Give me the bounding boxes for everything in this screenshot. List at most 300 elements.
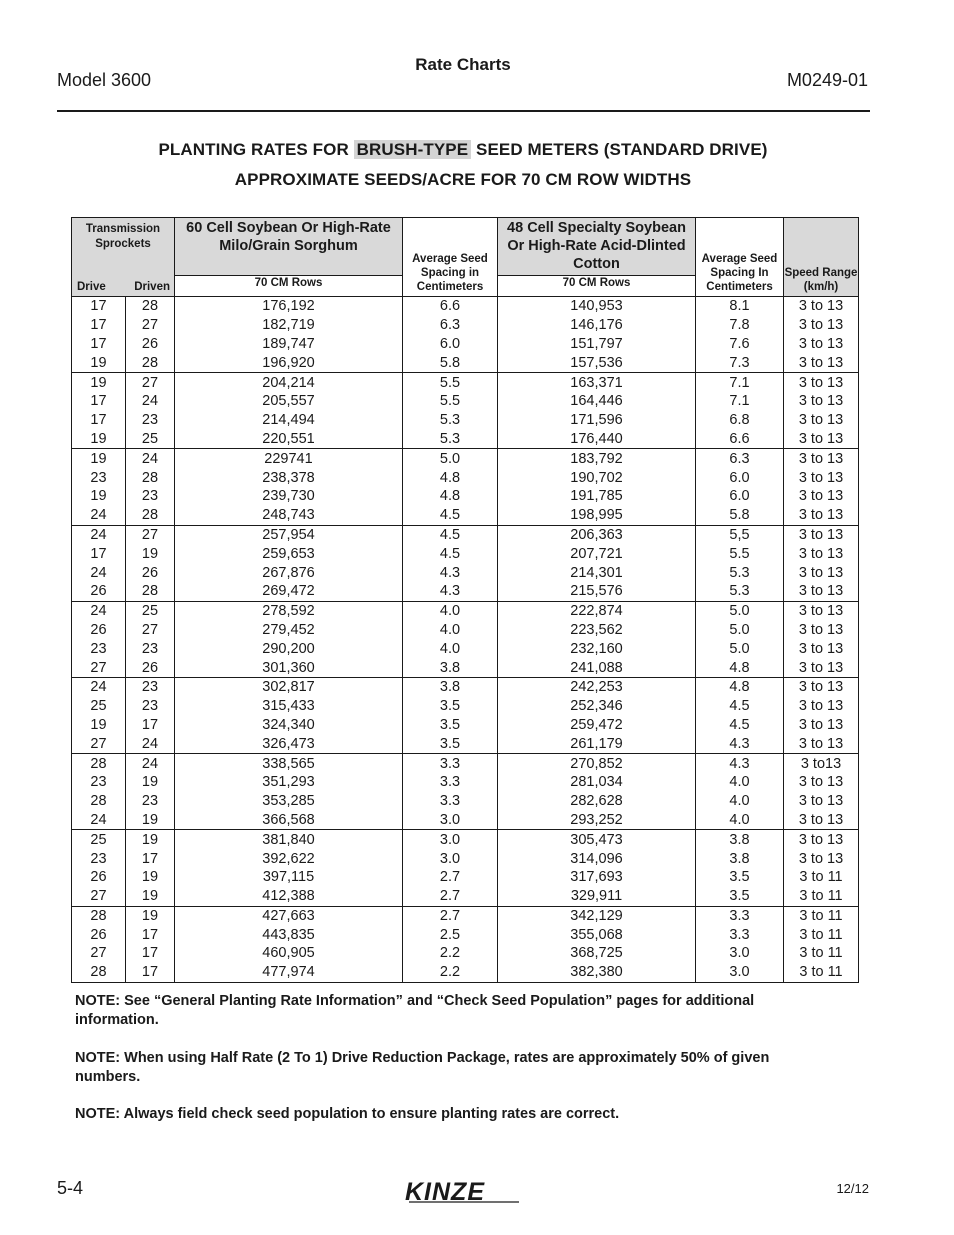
driven-cell: 26 — [126, 335, 175, 354]
spacing60-cell: 4.5 — [403, 506, 498, 525]
spacing48-cell: 4.8 — [696, 677, 784, 696]
spacing48-cell: 3.3 — [696, 906, 784, 925]
seeds48-cell: 293,252 — [498, 811, 696, 830]
rate-group — [72, 754, 859, 830]
seeds60-cell: 278,592 — [175, 601, 403, 620]
table-row — [72, 697, 859, 716]
speed-cell: 3 to 13 — [784, 601, 859, 620]
spacing48-cell: 3.8 — [696, 849, 784, 868]
seeds48-cell: 329,911 — [498, 887, 696, 906]
seeds60-cell: 189,747 — [175, 335, 403, 354]
driven-cell: 28 — [126, 353, 175, 372]
spacing60-cell: 3.5 — [403, 697, 498, 716]
drive-cell: 19 — [72, 353, 126, 372]
seeds48-cell: 171,596 — [498, 411, 696, 430]
driven-cell: 23 — [126, 639, 175, 658]
spacing48-cell: 3.5 — [696, 887, 784, 906]
spacing48-cell: 6.0 — [696, 468, 784, 487]
drive-cell: 26 — [72, 621, 126, 640]
speed-cell: 3 to 13 — [784, 392, 859, 411]
drive-cell: 19 — [72, 430, 126, 449]
drive-cell: 25 — [72, 830, 126, 849]
note-general: NOTE: See “General Planting Rate Information” and “Check Seed Population” pages for additional information. — [75, 993, 755, 1028]
kinze-logo-text: KINZE — [405, 1178, 485, 1204]
table-row — [72, 944, 859, 963]
speed-cell: 3 to 13 — [784, 697, 859, 716]
driven-cell: 27 — [126, 373, 175, 392]
transmission-title: Transmission Sprockets — [85, 223, 161, 250]
spacing48-cell: 4.3 — [696, 734, 784, 753]
seeds48-cell: 305,473 — [498, 830, 696, 849]
spacing48-cell: 4.8 — [696, 658, 784, 677]
driven-cell: 28 — [126, 297, 175, 316]
seeds60-cell: 326,473 — [175, 734, 403, 753]
speed-cell: 3 to 13 — [784, 468, 859, 487]
seeds60-cell: 315,433 — [175, 697, 403, 716]
drive-cell: 28 — [72, 906, 126, 925]
speed-cell: 3 to 13 — [784, 563, 859, 582]
seeds48-cell: 317,693 — [498, 868, 696, 887]
speed-cell: 3 to 13 — [784, 544, 859, 563]
seeds48-cell: 198,995 — [498, 506, 696, 525]
rate-group — [72, 373, 859, 449]
table-row — [72, 621, 859, 640]
spacing48-cell: 5,5 — [696, 525, 784, 544]
spacing60-cell: 5.8 — [403, 353, 498, 372]
drive-cell: 17 — [72, 316, 126, 335]
drive-cell: 25 — [72, 697, 126, 716]
speed-header: Speed Range (km/h) — [784, 218, 859, 297]
drive-cell: 17 — [72, 297, 126, 316]
spacing60-cell: 4.3 — [403, 582, 498, 601]
driven-cell: 19 — [126, 811, 175, 830]
page-number: 5-4 — [57, 1178, 84, 1198]
spacing48-cell: 5.0 — [696, 621, 784, 640]
table-row — [72, 887, 859, 906]
seeds60-cell: 267,876 — [175, 563, 403, 582]
drive-cell: 24 — [72, 677, 126, 696]
speed-cell: 3 to 13 — [784, 830, 859, 849]
seeds60-cell: 412,388 — [175, 887, 403, 906]
seeds60-cell: 351,293 — [175, 773, 403, 792]
note-half-rate: NOTE: When using Half Rate (2 To 1) Drive Reduction Package, rates are approximately 50% of given numbers. — [75, 1050, 770, 1085]
drive-cell: 26 — [72, 582, 126, 601]
table-row — [72, 658, 859, 677]
driven-cell: 19 — [126, 544, 175, 563]
seeds60-cell: 269,472 — [175, 582, 403, 601]
spacing48-cell: 3.8 — [696, 830, 784, 849]
model-label: Model 3600 — [57, 70, 152, 90]
drive-cell: 19 — [72, 449, 126, 468]
table-row — [72, 316, 859, 335]
driven-cell: 19 — [126, 906, 175, 925]
table-row — [72, 792, 859, 811]
spacing60-cell: 3.3 — [403, 754, 498, 773]
seeds48-cell: 190,702 — [498, 468, 696, 487]
speed-cell: 3 to 13 — [784, 430, 859, 449]
speed-cell: 3 to 13 — [784, 792, 859, 811]
driven-cell: 27 — [126, 525, 175, 544]
table-row — [72, 868, 859, 887]
seeds60-cell: 248,743 — [175, 506, 403, 525]
seeds48-cell: 281,034 — [498, 773, 696, 792]
seeds48-cell: 151,797 — [498, 335, 696, 354]
seeds60-cell: 397,115 — [175, 868, 403, 887]
table-row — [72, 734, 859, 753]
seeds60-cell: 204,214 — [175, 373, 403, 392]
seeds60-cell: 279,452 — [175, 621, 403, 640]
driven-cell: 19 — [126, 887, 175, 906]
spacing48-cell: 6.6 — [696, 430, 784, 449]
spacing60-cell: 5.3 — [403, 411, 498, 430]
drive-cell: 24 — [72, 601, 126, 620]
driven-cell: 26 — [126, 563, 175, 582]
drive-cell: 17 — [72, 544, 126, 563]
table-row — [72, 963, 859, 982]
seeds48-cell: 241,088 — [498, 658, 696, 677]
seeds48-cell: 157,536 — [498, 353, 696, 372]
drive-cell: 23 — [72, 639, 126, 658]
header-divider — [57, 110, 870, 112]
speed-cell: 3 to 13 — [784, 849, 859, 868]
seeds48-cell: 282,628 — [498, 792, 696, 811]
table-row — [72, 449, 859, 468]
driven-cell: 24 — [126, 734, 175, 753]
drive-cell: 19 — [72, 373, 126, 392]
seeds48-cell: 252,346 — [498, 697, 696, 716]
seeds60-cell: 460,905 — [175, 944, 403, 963]
driven-cell: 23 — [126, 411, 175, 430]
seeds60-cell: 176,192 — [175, 297, 403, 316]
spacing48-cell: 7.8 — [696, 316, 784, 335]
driven-cell: 28 — [126, 506, 175, 525]
rate-group — [72, 830, 859, 906]
seeds48-cell: 270,852 — [498, 754, 696, 773]
drive-cell: 27 — [72, 887, 126, 906]
rate-group — [72, 601, 859, 677]
manual-number: M0249-01 — [786, 70, 868, 90]
spacing60-cell: 6.0 — [403, 335, 498, 354]
drive-cell: 17 — [72, 392, 126, 411]
seeds60-cell: 257,954 — [175, 525, 403, 544]
speed-cell: 3 to 13 — [784, 811, 859, 830]
speed-cell: 3 to 13 — [784, 506, 859, 525]
spacing60-cell: 5.3 — [403, 430, 498, 449]
table-row — [72, 563, 859, 582]
speed-cell: 3 to 13 — [784, 582, 859, 601]
speed-cell: 3 to 11 — [784, 868, 859, 887]
title-suffix: SEED METERS (STANDARD DRIVE) — [476, 140, 768, 159]
driven-cell: 23 — [126, 697, 175, 716]
spacing60-cell: 4.5 — [403, 544, 498, 563]
driven-cell: 17 — [126, 944, 175, 963]
seeds48-cell: 164,446 — [498, 392, 696, 411]
drive-cell: 24 — [72, 525, 126, 544]
spacing48-cell: 5.8 — [696, 506, 784, 525]
spacing60-cell: 5.0 — [403, 449, 498, 468]
speed-cell: 3 to 11 — [784, 963, 859, 982]
spacing60-cell: 4.8 — [403, 487, 498, 506]
spacing60-cell: 4.0 — [403, 601, 498, 620]
seeds60-cell: 353,285 — [175, 792, 403, 811]
spacing48-cell: 4.0 — [696, 792, 784, 811]
drive-cell: 28 — [72, 754, 126, 773]
spacing48-cell: 6.0 — [696, 487, 784, 506]
spacing48-cell: 3.0 — [696, 963, 784, 982]
rate-group — [72, 677, 859, 753]
spacing60-cell: 4.8 — [403, 468, 498, 487]
title-prefix: PLANTING RATES FOR — [158, 140, 349, 159]
speed-cell: 3 to 13 — [784, 297, 859, 316]
seeds48-cell: 215,576 — [498, 582, 696, 601]
seeds48-cell: 342,129 — [498, 906, 696, 925]
spacing48-cell: 3.5 — [696, 868, 784, 887]
spacing48-cell: 5.0 — [696, 601, 784, 620]
seeds60-cell: 238,378 — [175, 468, 403, 487]
speed-cell: 3 to 13 — [784, 487, 859, 506]
spacing60-cell: 2.7 — [403, 868, 498, 887]
seeds48-cell: 183,792 — [498, 449, 696, 468]
driven-cell: 25 — [126, 601, 175, 620]
rate-group — [72, 906, 859, 982]
seeds60-cell: 214,494 — [175, 411, 403, 430]
spacing48-cell: 7.6 — [696, 335, 784, 354]
speed-cell: 3 to 13 — [784, 449, 859, 468]
table-row — [72, 601, 859, 620]
spacing1-header: Average Seed Spacing in Centimeters — [403, 218, 498, 297]
seeds60-cell: 381,840 — [175, 830, 403, 849]
speed-cell: 3 to 13 — [784, 335, 859, 354]
col60-subheader: 70 CM Rows — [175, 276, 403, 297]
table-row — [72, 716, 859, 735]
spacing60-cell: 2.2 — [403, 963, 498, 982]
table-row — [72, 525, 859, 544]
speed-cell: 3 to 13 — [784, 639, 859, 658]
drive-cell: 27 — [72, 944, 126, 963]
seeds48-cell: 176,440 — [498, 430, 696, 449]
table-row — [72, 639, 859, 658]
drive-cell: 26 — [72, 868, 126, 887]
spacing48-cell: 5.0 — [696, 639, 784, 658]
transmission-header — [72, 218, 175, 297]
speed-cell: 3 to13 — [784, 754, 859, 773]
rate-group — [72, 297, 859, 373]
seeds60-cell: 196,920 — [175, 353, 403, 372]
drive-cell: 24 — [72, 811, 126, 830]
driven-cell: 23 — [126, 677, 175, 696]
speed-cell: 3 to 13 — [784, 677, 859, 696]
driven-cell: 23 — [126, 487, 175, 506]
seeds48-cell: 232,160 — [498, 639, 696, 658]
spacing48-cell: 4.0 — [696, 811, 784, 830]
drive-cell: 23 — [72, 773, 126, 792]
spacing60-cell: 3.5 — [403, 716, 498, 735]
spacing60-cell: 6.6 — [403, 297, 498, 316]
drive-cell: 27 — [72, 734, 126, 753]
seeds48-cell: 207,721 — [498, 544, 696, 563]
speed-cell: 3 to 13 — [784, 621, 859, 640]
table-row — [72, 487, 859, 506]
spacing48-cell: 7.3 — [696, 353, 784, 372]
drive-cell: 28 — [72, 792, 126, 811]
seeds48-cell: 314,096 — [498, 849, 696, 868]
rate-group — [72, 449, 859, 525]
col48-subheader: 70 CM Rows — [498, 276, 696, 297]
seeds48-cell: 222,874 — [498, 601, 696, 620]
speed-cell: 3 to 13 — [784, 658, 859, 677]
speed-cell: 3 to 11 — [784, 887, 859, 906]
section-title: Rate Charts — [415, 55, 511, 74]
drive-cell: 27 — [72, 658, 126, 677]
seeds48-cell: 368,725 — [498, 944, 696, 963]
table-row — [72, 506, 859, 525]
table-row — [72, 411, 859, 430]
driven-cell: 28 — [126, 582, 175, 601]
driven-cell: 24 — [126, 392, 175, 411]
seeds60-cell: 229741 — [175, 449, 403, 468]
driven-cell: 24 — [126, 754, 175, 773]
speed-cell: 3 to 11 — [784, 944, 859, 963]
spacing60-cell: 2.7 — [403, 887, 498, 906]
driven-cell: 17 — [126, 925, 175, 944]
spacing48-cell: 3.0 — [696, 944, 784, 963]
spacing48-cell: 8.1 — [696, 297, 784, 316]
spacing48-cell: 4.5 — [696, 716, 784, 735]
spacing60-cell: 5.5 — [403, 392, 498, 411]
drive-cell: 19 — [72, 487, 126, 506]
spacing48-cell: 6.8 — [696, 411, 784, 430]
table-row — [72, 754, 859, 773]
spacing60-cell: 3.3 — [403, 792, 498, 811]
col48-header: 48 Cell Specialty Soybean Or High-Rate Acid-Dlinted Cotton — [498, 218, 696, 276]
seeds60-cell: 301,360 — [175, 658, 403, 677]
driven-header: Driven — [134, 281, 170, 293]
driven-cell: 23 — [126, 792, 175, 811]
speed-cell: 3 to 11 — [784, 906, 859, 925]
kinze-logo-mark — [403, 1178, 523, 1204]
driven-cell: 19 — [126, 773, 175, 792]
driven-cell: 28 — [126, 468, 175, 487]
table-row — [72, 582, 859, 601]
speed-cell: 3 to 13 — [784, 411, 859, 430]
table-row — [72, 677, 859, 696]
speed-cell: 3 to 13 — [784, 353, 859, 372]
driven-cell: 26 — [126, 658, 175, 677]
seeds60-cell: 302,817 — [175, 677, 403, 696]
drive-cell: 17 — [72, 335, 126, 354]
table-row — [72, 353, 859, 372]
table-row — [72, 773, 859, 792]
spacing60-cell: 6.3 — [403, 316, 498, 335]
table-row — [72, 544, 859, 563]
seeds60-cell: 220,551 — [175, 430, 403, 449]
seeds48-cell: 382,380 — [498, 963, 696, 982]
driven-cell: 25 — [126, 430, 175, 449]
spacing60-cell: 2.7 — [403, 906, 498, 925]
drive-cell: 26 — [72, 925, 126, 944]
seeds48-cell: 223,562 — [498, 621, 696, 640]
speed-cell: 3 to 13 — [784, 716, 859, 735]
seeds48-cell: 261,179 — [498, 734, 696, 753]
table-row — [72, 430, 859, 449]
revision-date: 12/12 — [836, 1181, 869, 1196]
seeds48-cell: 140,953 — [498, 297, 696, 316]
table-row — [72, 830, 859, 849]
speed-cell: 3 to 13 — [784, 525, 859, 544]
driven-cell: 19 — [126, 830, 175, 849]
table-row — [72, 297, 859, 316]
seeds48-cell: 355,068 — [498, 925, 696, 944]
spacing60-cell: 3.5 — [403, 734, 498, 753]
seeds60-cell: 477,974 — [175, 963, 403, 982]
table-row — [72, 849, 859, 868]
drive-cell: 23 — [72, 468, 126, 487]
spacing48-cell: 6.3 — [696, 449, 784, 468]
spacing60-cell: 3.0 — [403, 811, 498, 830]
seeds48-cell: 191,785 — [498, 487, 696, 506]
seeds60-cell: 443,835 — [175, 925, 403, 944]
spacing60-cell: 3.0 — [403, 849, 498, 868]
table-row — [72, 906, 859, 925]
drive-cell: 24 — [72, 563, 126, 582]
spacing48-cell: 7.1 — [696, 392, 784, 411]
driven-cell: 27 — [126, 316, 175, 335]
driven-cell: 24 — [126, 449, 175, 468]
seeds48-cell: 163,371 — [498, 373, 696, 392]
kinze-logo — [403, 1178, 523, 1209]
seeds60-cell: 259,653 — [175, 544, 403, 563]
table-row — [72, 392, 859, 411]
spacing60-cell: 5.5 — [403, 373, 498, 392]
spacing60-cell: 3.8 — [403, 677, 498, 696]
spacing2-header: Average Seed Spacing In Centimeters — [696, 218, 784, 297]
table-row — [72, 468, 859, 487]
speed-cell: 3 to 13 — [784, 734, 859, 753]
seeds60-cell: 366,568 — [175, 811, 403, 830]
spacing48-cell: 3.3 — [696, 925, 784, 944]
speed-cell: 3 to 13 — [784, 373, 859, 392]
speed-cell: 3 to 11 — [784, 925, 859, 944]
spacing48-cell: 5.5 — [696, 544, 784, 563]
seeds60-cell: 205,557 — [175, 392, 403, 411]
seeds48-cell: 259,472 — [498, 716, 696, 735]
spacing60-cell: 4.3 — [403, 563, 498, 582]
drive-cell: 28 — [72, 963, 126, 982]
seeds60-cell: 427,663 — [175, 906, 403, 925]
seeds48-cell: 206,363 — [498, 525, 696, 544]
chart-title-line1 — [0, 140, 926, 160]
spacing48-cell: 5.3 — [696, 582, 784, 601]
table-row — [72, 335, 859, 354]
spacing60-cell: 3.8 — [403, 658, 498, 677]
title-highlight: BRUSH-TYPE — [354, 140, 472, 159]
speed-cell: 3 to 13 — [784, 773, 859, 792]
seeds60-cell: 392,622 — [175, 849, 403, 868]
table-row — [72, 811, 859, 830]
seeds60-cell: 290,200 — [175, 639, 403, 658]
spacing60-cell: 2.2 — [403, 944, 498, 963]
col60-header: 60 Cell Soybean Or High-Rate Milo/Grain Sorghum — [175, 218, 403, 276]
spacing60-cell: 4.0 — [403, 639, 498, 658]
drive-header: Drive — [77, 281, 106, 293]
spacing48-cell: 4.0 — [696, 773, 784, 792]
spacing48-cell: 7.1 — [696, 373, 784, 392]
planting-rate-table — [71, 217, 859, 983]
drive-cell: 24 — [72, 506, 126, 525]
spacing60-cell: 2.5 — [403, 925, 498, 944]
driven-cell: 19 — [126, 868, 175, 887]
drive-cell: 23 — [72, 849, 126, 868]
